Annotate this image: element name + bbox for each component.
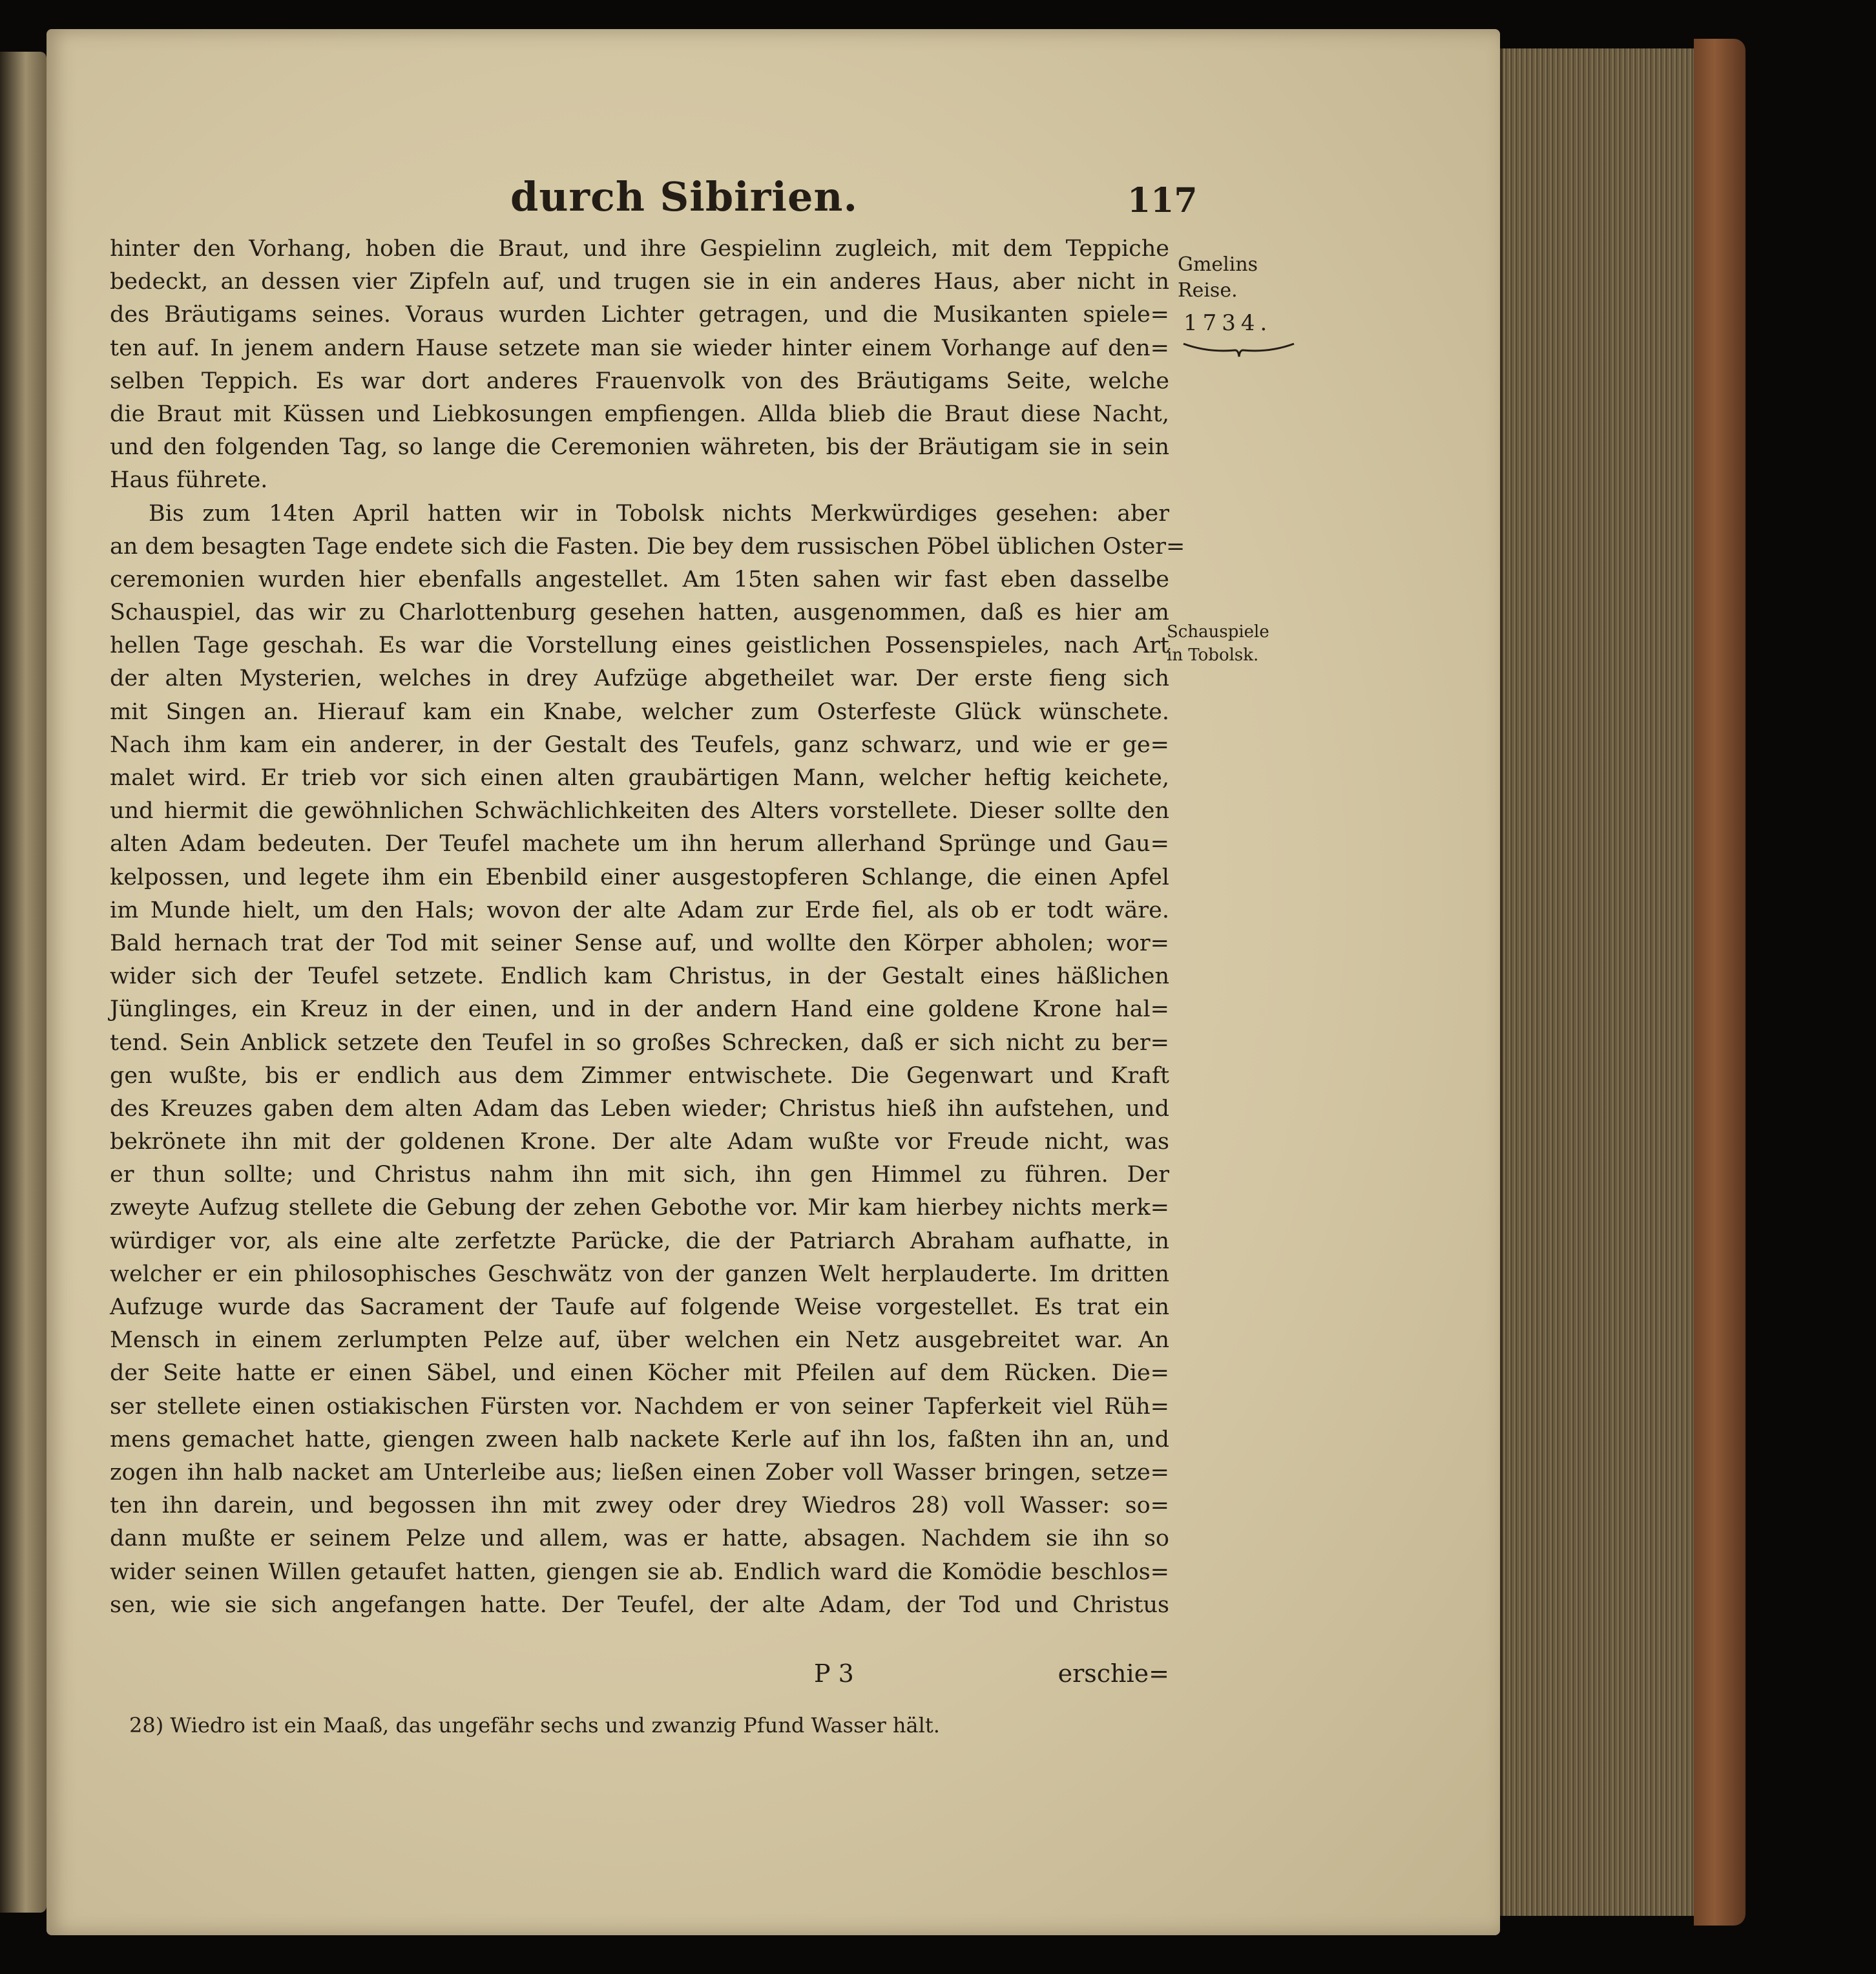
text-line: zogen ihn halb nacket am Unterleibe aus; ließen einen Zober voll Wasser bringen, setze=	[110, 1459, 1169, 1486]
margin-note-schauspiele-line2: in Tobolsk.	[1167, 646, 1259, 665]
text-line: gen wußte, bis er endlich aus dem Zimmer entwischete. Die Gegenwart und Kraft	[110, 1062, 1169, 1089]
text-line: der Seite hatte er einen Säbel, und einen Köcher mit Pfeilen auf dem Rücken. Die=	[110, 1360, 1169, 1387]
text-line: alten Adam bedeuten. Der Teufel machete um ihn herum allerhand Sprünge und Gau=	[110, 831, 1169, 857]
text-line: Schauspiel, das wir zu Charlottenburg gesehen hatten, ausgenommen, daß es hier am	[110, 600, 1169, 626]
text-line: des Bräutigams seines. Voraus wurden Lichter getragen, und die Musikanten spiele=	[110, 302, 1169, 328]
book-cover-edge	[1694, 39, 1746, 1926]
text-line: Haus führete.	[110, 467, 268, 494]
margin-note-gmelins: Gmelins	[1178, 253, 1258, 276]
book-fore-edge	[1500, 48, 1696, 1916]
text-line: bekrönete ihn mit der goldenen Krone. Der alte Adam wußte vor Freude nicht, was	[110, 1129, 1169, 1155]
text-line: ten ihn darein, und begossen ihn mit zwey oder drey Wiedros 28) voll Wasser: so=	[110, 1493, 1169, 1519]
text-line: dann mußte er seinem Pelze und allem, was er hatte, absagen. Nachdem sie ihn so	[110, 1526, 1169, 1552]
text-line: welcher er ein philosophisches Geschwätz von der ganzen Welt herplauderte. Im dritten	[110, 1261, 1169, 1287]
text-line: und hiermit die gewöhnlichen Schwächlichkeiten des Alters vorstellete. Dieser sollte den	[110, 798, 1169, 824]
text-line: tend. Sein Anblick setzete den Teufel in so großes Schrecken, daß er sich nicht zu ber=	[110, 1029, 1169, 1056]
text-line: malet wird. Er trieb vor sich einen alten graubärtigen Mann, welcher heftig keichete,	[110, 765, 1169, 791]
text-line: Bald hernach trat der Tod mit seiner Sense auf, und wollte den Körper abholen; wor=	[110, 930, 1169, 956]
text-line: bedeckt, an dessen vier Zipfeln auf, und trugen sie in ein anderes Haus, aber nicht in	[110, 269, 1169, 295]
text-line: der alten Mysterien, welches in drey Aufzüge abgetheilet war. Der erste fieng sich	[110, 666, 1169, 692]
text-line: Jünglinges, ein Kreuz in der einen, und in der andern Hand eine goldene Krone hal=	[110, 996, 1169, 1023]
margin-note-schauspiele	[1167, 620, 1296, 667]
text-line: sen, wie sie sich angefangen hatte. Der Teufel, der alte Adam, der Tod und Christus	[110, 1591, 1169, 1618]
text-line: hellen Tage geschah. Es war die Vorstellung eines geistlichen Possenspieles, nach Art	[110, 633, 1169, 659]
margin-note-schauspiele-line1: Schauspiele	[1167, 622, 1269, 642]
footnote: 28) Wiedro ist ein Maaß, das ungefähr sechs und zwanzig Pfund Wasser hält.	[129, 1713, 940, 1738]
text-line: hinter den Vorhang, hoben die Braut, und ihre Gespielinn zugleich, mit dem Teppiche	[110, 236, 1169, 262]
text-line: würdiger vor, als eine alte zerfetzte Parücke, die der Patriarch Abraham aufhatte, in	[110, 1228, 1169, 1254]
text-line: zweyte Aufzug stellete die Gebung der zehen Gebothe vor. Mir kam hierbey nichts merk=	[110, 1195, 1169, 1221]
text-line: er thun sollte; und Christus nahm ihn mit sich, ihn gen Himmel zu führen. Der	[110, 1162, 1169, 1188]
margin-note-gmelins-reise	[1178, 252, 1287, 304]
text-line: ceremonien wurden hier ebenfalls angestellet. Am 15ten sahen wir fast eben dasselbe	[110, 566, 1169, 593]
text-line: wider seinen Willen getaufet hatten, giengen sie ab. Endlich ward die Komödie beschlos=	[110, 1559, 1169, 1585]
text-line: Nach ihm kam ein anderer, in der Gestalt des Teufels, ganz schwarz, und wie er ge=	[110, 731, 1169, 758]
page-number: 117	[1127, 181, 1198, 220]
catchword: erschie=	[1058, 1659, 1169, 1688]
text-line: kelpossen, und legete ihm ein Ebenbild einer ausgestopferen Schlange, die einen Apfel	[110, 864, 1169, 890]
running-head: durch Sibirien.	[510, 173, 859, 220]
text-line: die Braut mit Küssen und Liebkosungen empfiengen. Allda blieb die Braut diese Nacht,	[110, 401, 1169, 427]
text-line: im Munde hielt, um den Hals; wovon der alte Adam zur Erde fiel, als ob er todt wäre.	[110, 897, 1169, 923]
text-line: ten auf. In jenem andern Hause setzete man sie wieder hinter einem Vorhange auf den=	[110, 335, 1169, 361]
text-line: Mensch in einem zerlumpten Pelze auf, über welchen ein Netz ausgebreitet war. An	[110, 1327, 1169, 1354]
previous-page-edge	[0, 52, 47, 1913]
text-line: mit Singen an. Hierauf kam ein Knabe, welcher zum Osterfeste Glück wünschete.	[110, 698, 1169, 725]
text-line: Aufzuge wurde das Sacrament der Taufe auf folgende Weise vorgestellet. Es trat ein	[110, 1294, 1169, 1320]
text-line: des Kreuzes gaben dem alten Adam das Leben wieder; Christus hieß ihn aufstehen, und	[110, 1095, 1169, 1122]
catchword-row	[110, 1659, 1169, 1698]
text-line: mens gemachet hatte, giengen zween halb nackete Kerle auf ihn los, faßten ihn an, und	[110, 1426, 1169, 1453]
signature-mark: P 3	[814, 1659, 854, 1688]
margin-note-reise: Reise.	[1178, 279, 1238, 302]
text-line: ser stellete einen ostiakischen Fürsten vor. Nachdem er von seiner Tapferkeit viel Rüh=	[110, 1393, 1169, 1420]
text-line: wider sich der Teufel setzete. Endlich kam Christus, in der Gestalt eines häßlichen	[110, 963, 1169, 990]
text-line: und den folgenden Tag, so lange die Ceremonien währeten, bis der Bräutigam sie in sein	[110, 434, 1169, 461]
body-text	[110, 233, 1185, 1622]
margin-note-year: 1734.	[1183, 310, 1273, 336]
text-line: selben Teppich. Es war dort anderes Frauenvolk von des Bräutigams Seite, welche	[110, 368, 1169, 394]
brace-ornament	[1182, 341, 1295, 358]
text-line: an dem besagten Tage endete sich die Fasten. Die bey dem russischen Pöbel üblichen Oster=	[110, 533, 1185, 560]
text-line: Bis zum 14ten April hatten wir in Tobolsk nichts Merkwürdiges gesehen: aber	[149, 500, 1169, 527]
